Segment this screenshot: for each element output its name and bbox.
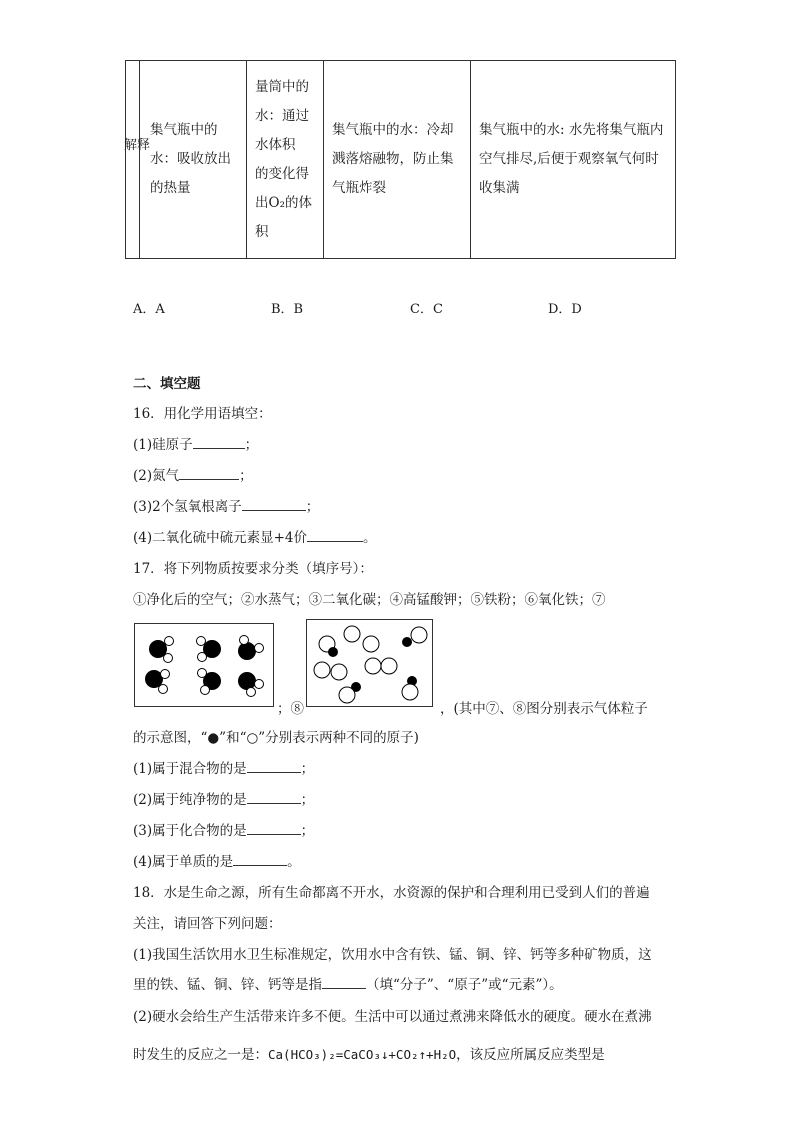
molecule-diagram-8	[306, 619, 433, 707]
q18-line6: 时发生的反应之一是：Ca(HCO₃)₂=CaCO₃↓+CO₂↑+H₂O，该反应所属反应类型是	[133, 1047, 605, 1063]
option-c[interactable]: C．C	[410, 302, 443, 317]
q16-item-2: (2)氮气 ；	[133, 464, 253, 484]
cell-4: 集气瓶中的水: 水先将集气瓶内 空气排尽,后便于观察氧气何时 收集满	[471, 61, 676, 259]
answer-blank[interactable]	[242, 496, 306, 511]
q17-list: ①净化后的空气；②水蒸气；③二氧化碳；④高锰酸钾；⑤铁粉；⑥氧化铁；⑦	[133, 592, 606, 608]
cell-2: 量筒中的 水：通过 水体积 的变化得 出O₂的体 积	[247, 61, 324, 259]
q17-item-1: (1)属于混合物的是 ；	[133, 757, 314, 777]
answer-blank[interactable]	[247, 789, 301, 804]
answer-blank[interactable]	[322, 974, 366, 989]
q17-tail2: 的示意图，“●”和“○”分别表示两种不同的原子)	[133, 730, 419, 746]
q17-tail: ，(其中⑦、⑧图分别表示气体粒子	[440, 701, 648, 717]
q17-sep: ；⑧	[277, 701, 304, 717]
option-d[interactable]: D．D	[548, 302, 582, 317]
answer-blank[interactable]	[307, 527, 363, 542]
q17-item-2: (2)属于纯净物的是 ；	[133, 788, 314, 808]
answer-blank[interactable]	[179, 465, 239, 480]
answer-blank[interactable]	[193, 434, 245, 449]
q16-item-4: (4)二氧化硫中硫元素显+4价 。	[133, 526, 377, 546]
reaction-equation: Ca(HCO₃)₂=CaCO₃↓+CO₂↑+H₂O	[268, 1047, 457, 1062]
row-label: 解释	[124, 138, 151, 153]
row-label-cell	[124, 61, 151, 259]
q18-line3: (1)我国生活饮用水卫生标准规定，饮用水中含有铁、锰、铜、锌、钙等多种矿物质，这	[133, 947, 652, 963]
q16-item-1: (1)硅原子 ；	[133, 433, 258, 453]
q17-item-4: (4)属于单质的是 。	[133, 850, 301, 870]
q18-line5: (2)硬水会给生产生活带来许多不便。生活中可以通过煮沸来降低水的硬度。硬水在煮沸	[133, 1009, 652, 1025]
answer-blank[interactable]	[233, 851, 287, 866]
option-b[interactable]: B．B	[271, 302, 304, 317]
q16-item-3: (3)2个氢氧根离子 ；	[133, 495, 319, 515]
explanation-table	[125, 60, 676, 259]
q17-stem: 17．将下列物质按要求分类（填序号）：	[133, 561, 373, 577]
cell-3: 集气瓶中的水：冷却 溅落熔融物，防止集 气瓶炸裂	[324, 61, 471, 259]
option-a[interactable]: A．A	[133, 302, 165, 317]
cell-1: 集气瓶中的 水：吸收放出 的热量	[140, 61, 247, 259]
q17-item-3: (3)属于化合物的是 ；	[133, 819, 314, 839]
q18-line1: 18．水是生命之源，所有生命都离不开水，水资源的保护和合理利用已受到人们的普遍	[133, 885, 650, 901]
q18-line2: 关注，请回答下列问题：	[133, 916, 282, 932]
answer-blank[interactable]	[247, 758, 301, 773]
section-title: 二、填空题	[133, 376, 201, 392]
answer-blank[interactable]	[247, 820, 301, 835]
q18-line4: 里的铁、锰、铜、锌、钙等是指 （填“分子”、“原子”或“元素”）。	[133, 973, 563, 993]
q16-stem: 16．用化学用语填空：	[133, 406, 272, 422]
molecule-diagram-7	[134, 623, 274, 707]
